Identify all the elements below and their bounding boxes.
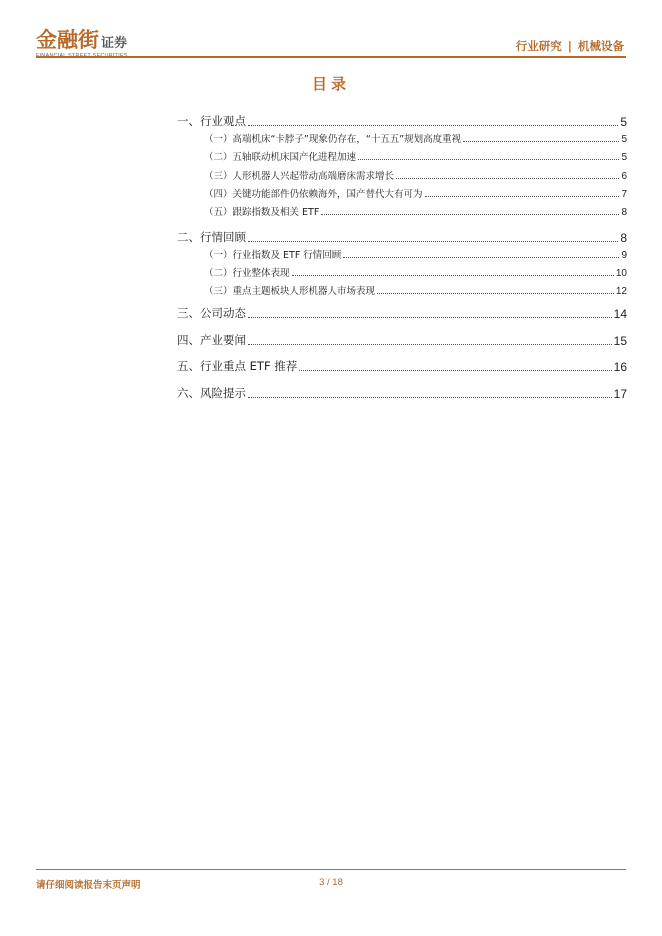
toc-leader-dots	[358, 158, 619, 160]
toc-subsection-entry[interactable]	[204, 131, 627, 145]
toc-entry-label: （一）行业指数及 ETF 行情回顾	[204, 250, 342, 261]
toc-subsection-entry[interactable]	[204, 186, 627, 200]
toc-leader-dots	[248, 343, 612, 345]
toc-entry-page: 7	[621, 189, 627, 200]
toc-entry-page: 15	[613, 334, 627, 348]
toc-leader-dots	[299, 369, 611, 371]
toc-entry-page: 5	[621, 134, 627, 145]
toc-subsection-entry[interactable]	[204, 204, 627, 218]
header-divider	[36, 56, 626, 58]
toc-entry-label: 三、公司动态	[177, 306, 246, 320]
toc-entry-page: 12	[615, 286, 627, 297]
toc-leader-dots	[377, 292, 614, 294]
toc-leader-dots	[248, 124, 618, 126]
toc-entry-label: 二、行情回顾	[177, 230, 246, 244]
toc-section-entry[interactable]	[177, 229, 627, 245]
toc-entry-label: （五）跟踪指数及相关 ETF	[204, 207, 320, 218]
toc-section-entry[interactable]	[177, 385, 627, 401]
toc-entry-label: （四）关键功能部件仍依赖海外，国产替代大有可为	[204, 189, 423, 200]
company-logo	[36, 24, 128, 59]
category-separator: |	[567, 39, 572, 53]
toc-entry-page: 10	[615, 268, 627, 279]
toc-entry-page: 5	[620, 115, 627, 129]
sector-label: 机械设备	[578, 39, 624, 53]
toc-subsection-entry[interactable]	[204, 247, 627, 261]
toc-entry-label: 四、产业要闻	[177, 333, 246, 347]
toc-section-entry[interactable]	[177, 332, 627, 348]
toc-entry-page: 6	[621, 171, 627, 182]
page-number: 3 / 18	[319, 877, 343, 888]
category-label: 行业研究	[515, 39, 562, 53]
toc-leader-dots	[292, 274, 614, 276]
toc-entry-page: 5	[621, 152, 627, 163]
toc-entry-label: （一）高端机床“卡脖子”现象仍存在，“十五五”规划高度重视	[204, 134, 462, 145]
toc-leader-dots	[343, 256, 619, 258]
logo-chinese-name: 金融街	[36, 27, 99, 52]
toc-subsection-entry[interactable]	[204, 168, 627, 182]
toc-entry-label: 五、行业重点 ETF 推荐	[177, 359, 298, 373]
toc-entry-label: （三）人形机器人兴起带动高端磨床需求增长	[204, 171, 395, 182]
footer-divider	[36, 869, 626, 870]
toc-leader-dots	[463, 140, 619, 142]
toc-leader-dots	[248, 316, 612, 318]
toc-entry-page: 16	[613, 360, 627, 374]
toc-entry-label: （二）五轴联动机床国产化进程加速	[204, 152, 357, 163]
toc-entry-label: （二）行业整体表现	[204, 268, 290, 279]
toc-leader-dots	[396, 177, 619, 179]
logo-english-name: FINANCIAL STREET SECURITIES	[36, 53, 128, 59]
logo-chinese-suffix: 证券	[101, 36, 128, 51]
toc-entry-page: 14	[613, 307, 627, 321]
toc-leader-dots	[248, 240, 618, 242]
footer-disclaimer: 请仔细阅读报告末页声明	[36, 880, 141, 891]
toc-leader-dots	[425, 195, 620, 197]
toc-leader-dots	[321, 213, 619, 215]
toc-section-entry[interactable]	[177, 358, 627, 374]
toc-leader-dots	[248, 396, 612, 398]
toc-section-entry[interactable]	[177, 305, 627, 321]
toc-entry-page: 9	[621, 250, 627, 261]
toc-entry-page: 17	[613, 387, 627, 401]
toc-subsection-entry[interactable]	[204, 283, 627, 297]
toc-entry-page: 8	[620, 231, 627, 245]
toc-subsection-entry[interactable]	[204, 149, 627, 163]
toc-entry-page: 8	[621, 207, 627, 218]
page-title: 目录	[311, 75, 350, 93]
toc-entry-label: 六、风险提示	[177, 386, 246, 400]
toc-entry-label: 一、行业观点	[177, 114, 246, 128]
toc-section-entry[interactable]	[177, 113, 627, 129]
toc-entry-label: （三）重点主题板块人形机器人市场表现	[204, 286, 376, 297]
toc-subsection-entry[interactable]	[204, 265, 627, 279]
report-category	[516, 38, 624, 54]
